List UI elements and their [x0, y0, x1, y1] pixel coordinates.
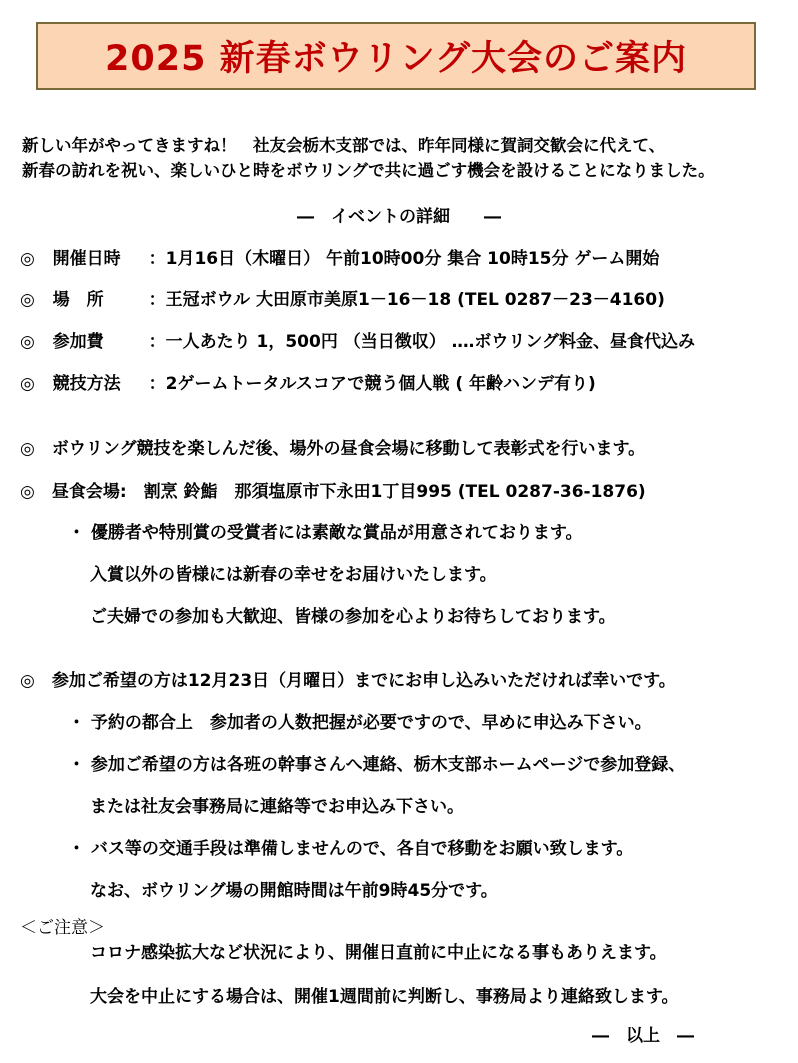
- intro-line-2: 新春の訪れを祝い、楽しいひと時をボウリングで共に過ごす機会を設けることになりました。: [22, 161, 715, 180]
- notes-label: ＜ご注意＞: [20, 918, 105, 938]
- bullet-mark: ◎: [20, 290, 35, 310]
- title-banner: [36, 22, 756, 90]
- registration-note-2-cont: または社友会事務局に連絡等でお申込み下さい。: [90, 797, 464, 817]
- notes-line-2: 大会を中止にする場合は、開催1週間前に判断し、事務局より連絡致します。: [90, 987, 679, 1007]
- page-title: 2025 新春ボウリング大会のご案内: [105, 39, 687, 79]
- detail-fee: [20, 331, 695, 353]
- registration-note-1: ・ 予約の都合上 参加者の人数把握が必要ですので、早めに申込み下さい。: [68, 713, 652, 733]
- details-heading: ― イベントの詳細 ―: [297, 207, 501, 227]
- detail-value: ：1月16日（木曜日） 午前10時00分 集合 10時15分 ゲーム開始: [148, 249, 660, 269]
- intro-line-1: 新しい年がやってきますね！ 社友会栃木支部では、昨年同様に賀詞交歓会に代えて、: [22, 136, 666, 155]
- detail-datetime: [20, 248, 659, 270]
- detail-label: 開催日時: [52, 249, 121, 269]
- detail-label: 参加費: [52, 332, 104, 352]
- registration-note-2: ・ 参加ご希望の方は各班の幹事さんへ連絡、栃木支部ホームページで参加登録、: [68, 755, 686, 775]
- lunch-venue-line: ◎ 昼食会場: 割烹 鈴鮨 那須塩原市下永田1丁目995 (TEL 0287-36-1876): [20, 482, 646, 502]
- detail-label: 場 所: [52, 290, 104, 310]
- notes-line-1: コロナ感染拡大など状況により、開催日直前に中止になる事もありえます。: [90, 943, 667, 963]
- transport-note: ・ バス等の交通手段は準備しませんので、各自で移動をお願い致します。: [68, 839, 634, 859]
- detail-format: [20, 373, 596, 395]
- prize-line-cont-1: 入賞以外の皆様には新春の幸せをお届けいたします。: [90, 565, 497, 585]
- lunch-intro-line: ◎ ボウリング競技を楽しんだ後、場外の昼食会場に移動して表彰式を行います。: [20, 439, 646, 459]
- detail-value: ：2ゲームトータルスコアで競う個人戦 ( 年齢ハンデ有り): [148, 374, 596, 394]
- detail-venue: [20, 289, 665, 311]
- detail-label: 競技方法: [52, 374, 121, 394]
- detail-value: ：王冠ボウル 大田原市美原1－16－18 (TEL 0287－23－4160): [148, 290, 665, 310]
- prize-line: ・ 優勝者や特別賞の受賞者には素敵な賞品が用意されております。: [68, 523, 583, 543]
- bullet-mark: ◎: [20, 332, 35, 352]
- end-mark: ― 以上 ―: [592, 1026, 694, 1046]
- detail-value: ：一人あたり 1，500円 （当日徴収） ‥‥ボウリング料金、昼食代込み: [148, 332, 696, 352]
- bullet-mark: ◎: [20, 249, 35, 269]
- registration-line: ◎ 参加ご希望の方は12月23日（月曜日）までにお申し込みいただければ幸いです。: [20, 671, 676, 691]
- transport-note-cont: なお、ボウリング場の開館時間は午前9時45分です。: [90, 881, 498, 901]
- bullet-mark: ◎: [20, 374, 35, 394]
- prize-line-cont-2: ご夫婦での参加も大歓迎、皆様の参加を心よりお待ちしております。: [90, 607, 616, 627]
